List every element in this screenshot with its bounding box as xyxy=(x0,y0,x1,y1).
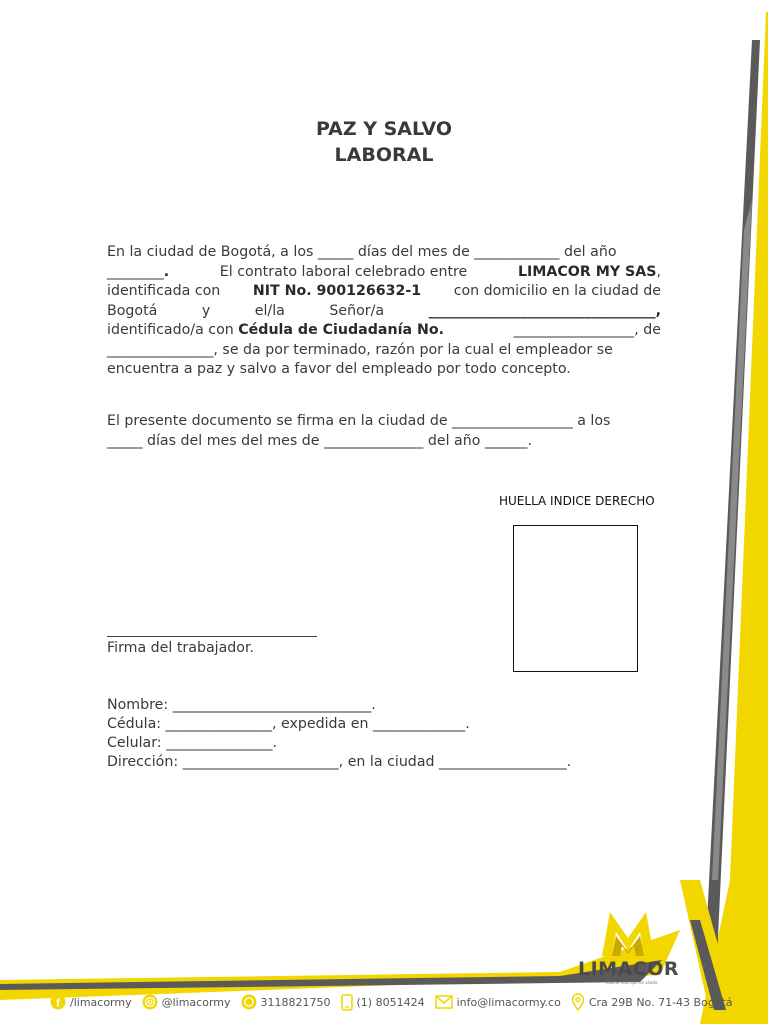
paragraph-line: ________. El contrato laboral celebrado entre LIMACOR MY SAS, xyxy=(107,263,661,280)
signature-label: Firma del trabajador. xyxy=(107,640,255,656)
logo-name: LIMACOR xyxy=(578,958,680,980)
footer-instagram[interactable]: @limacormy xyxy=(142,994,231,1010)
whatsapp-icon xyxy=(241,994,257,1010)
svg-text:f: f xyxy=(56,997,60,1010)
document-title-line1: PAZ Y SALVO xyxy=(315,118,453,140)
field-celular: Celular: _______________. xyxy=(107,735,277,751)
footer-email[interactable]: info@limacormy.co xyxy=(435,995,561,1009)
paragraph-line: _____ días del mes del mes de ______________ del año ______. xyxy=(107,432,532,449)
footer-whatsapp[interactable]: 3118821750 xyxy=(241,994,331,1010)
logo-tagline: Mucho más que un aliado xyxy=(606,980,658,985)
limacor-logo-icon xyxy=(576,908,681,958)
nit-number: NIT No. 900126632-1 xyxy=(252,283,422,299)
field-nombre: Nombre: ____________________________. xyxy=(107,697,376,713)
company-name: LIMACOR MY SAS xyxy=(517,263,657,280)
footer-phone[interactable]: (1) 8051424 xyxy=(341,994,425,1011)
mobile-phone-icon xyxy=(341,994,353,1011)
document-title-line2: LABORAL xyxy=(334,144,434,166)
paragraph-line: En la ciudad de Bogotá, a los _____ días del mes de ____________ del año xyxy=(107,244,617,260)
paragraph-contract xyxy=(107,243,661,380)
paragraph-signing xyxy=(107,412,661,451)
fingerprint-label: HUELLA INDICE DERECHO xyxy=(499,494,655,508)
paragraph-line: identificado/a con Cédula de Ciudadanía No. _________________, de xyxy=(107,322,661,338)
location-pin-icon xyxy=(571,993,585,1011)
field-cedula: Cédula: _______________, expedida en _____________. xyxy=(107,716,470,732)
paragraph-line: _______________, se da por terminado, razón por la cual el empleador se xyxy=(107,341,613,358)
paragraph-line: identificada con NIT No. 900126632-1 con domicilio en la ciudad de xyxy=(107,282,661,302)
worker-fields xyxy=(107,696,571,772)
footer-contact xyxy=(50,992,743,1012)
signature-line xyxy=(107,636,317,637)
paragraph-line: encuentra a paz y salvo a favor del empleado por todo concepto. xyxy=(107,361,571,377)
envelope-icon xyxy=(435,995,453,1009)
footer-address[interactable]: Cra 29B No. 71-43 Bogotá xyxy=(571,993,733,1011)
field-direccion: Dirección: ______________________, en la ciudad __________________. xyxy=(107,754,572,770)
paragraph-line: Bogotá y el/la Señor/a ________________________________, xyxy=(107,302,661,319)
instagram-icon xyxy=(142,994,158,1010)
facebook-icon xyxy=(50,994,66,1010)
footer-facebook[interactable]: f /limacormy xyxy=(50,994,132,1010)
paragraph-line: El presente documento se firma en la ciudad de _________________ a los xyxy=(107,413,611,429)
cedula-label: Cédula de Ciudadanía No. xyxy=(238,322,444,338)
fingerprint-box xyxy=(513,525,638,672)
